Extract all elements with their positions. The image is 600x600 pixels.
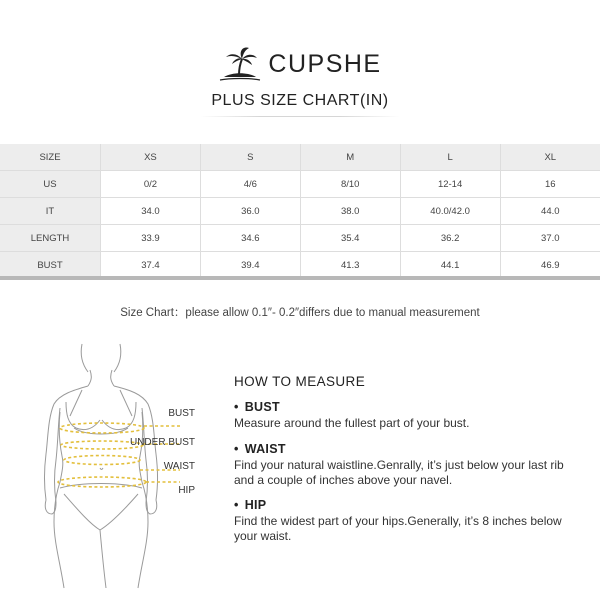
table-cell: XL bbox=[500, 144, 600, 171]
table-cell: 39.4 bbox=[200, 252, 300, 279]
table-cell: 34.0 bbox=[101, 198, 201, 225]
table-cell: 37.0 bbox=[500, 225, 600, 252]
table-cell: 46.9 bbox=[500, 252, 600, 279]
under-bust-label: UNDER BUST bbox=[129, 437, 195, 448]
size-chart-table bbox=[0, 144, 600, 279]
table-cell: 36.0 bbox=[200, 198, 300, 225]
table-cell: 40.0/42.0 bbox=[400, 198, 500, 225]
bullet-icon: • bbox=[234, 442, 239, 456]
section-text: Measure around the fullest part of your bust. bbox=[234, 416, 470, 430]
palm-island-icon bbox=[218, 45, 262, 83]
row-label: SIZE bbox=[0, 144, 101, 171]
body-measurement-figure bbox=[30, 342, 200, 592]
table-cell: 8/10 bbox=[300, 171, 400, 198]
row-label: LENGTH bbox=[0, 225, 101, 252]
bullet-icon: • bbox=[234, 400, 239, 414]
table-bottom-bar bbox=[0, 276, 600, 280]
bullet-icon: • bbox=[234, 498, 239, 512]
table-cell: 33.9 bbox=[101, 225, 201, 252]
table-cell: XS bbox=[101, 144, 201, 171]
table-cell: 37.4 bbox=[101, 252, 201, 279]
bust-instructions bbox=[234, 400, 584, 431]
table-cell: 0/2 bbox=[101, 171, 201, 198]
table-cell: 12-14 bbox=[400, 171, 500, 198]
row-label: IT bbox=[0, 198, 101, 225]
title-divider bbox=[200, 116, 400, 117]
table-cell: 44.1 bbox=[400, 252, 500, 279]
row-label: US bbox=[0, 171, 101, 198]
table-cell: L bbox=[400, 144, 500, 171]
section-heading: BUST bbox=[244, 400, 280, 414]
waist-instructions bbox=[234, 442, 584, 488]
section-heading: WAIST bbox=[244, 442, 286, 456]
waist-label: WAIST bbox=[163, 461, 195, 472]
table-cell: M bbox=[300, 144, 400, 171]
table-cell: 35.4 bbox=[300, 225, 400, 252]
table-row bbox=[0, 225, 600, 252]
brand-name: CUPSHE bbox=[268, 49, 382, 78]
table-cell: 44.0 bbox=[500, 198, 600, 225]
table-cell: 4/6 bbox=[200, 171, 300, 198]
table-cell: S bbox=[200, 144, 300, 171]
measurement-note: Size Chart：please allow 0.1″- 0.2″differs due to manual measurement bbox=[120, 307, 480, 319]
table-cell: 34.6 bbox=[200, 225, 300, 252]
section-heading: HIP bbox=[244, 498, 267, 512]
section-text: Find your natural waistline.Genrally, it’s just below your last rib and a couple of inches above your navel. bbox=[234, 458, 564, 487]
bust-label: BUST bbox=[168, 408, 195, 419]
row-label: BUST bbox=[0, 252, 101, 279]
brand-header bbox=[0, 44, 600, 84]
table-cell: 41.3 bbox=[300, 252, 400, 279]
hip-instructions bbox=[234, 498, 584, 544]
table-cell: 16 bbox=[500, 171, 600, 198]
table-cell: 36.2 bbox=[400, 225, 500, 252]
how-to-measure-title: HOW TO MEASURE bbox=[234, 374, 366, 389]
table-row bbox=[0, 144, 600, 171]
table-row bbox=[0, 252, 600, 279]
table-row bbox=[0, 171, 600, 198]
hip-label: HIP bbox=[178, 485, 195, 496]
chart-title: PLUS SIZE CHART(IN) bbox=[211, 92, 389, 109]
section-text: Find the widest part of your hips.Generally, it’s 8 inches below your waist. bbox=[234, 514, 562, 543]
table-cell: 38.0 bbox=[300, 198, 400, 225]
table-row bbox=[0, 198, 600, 225]
